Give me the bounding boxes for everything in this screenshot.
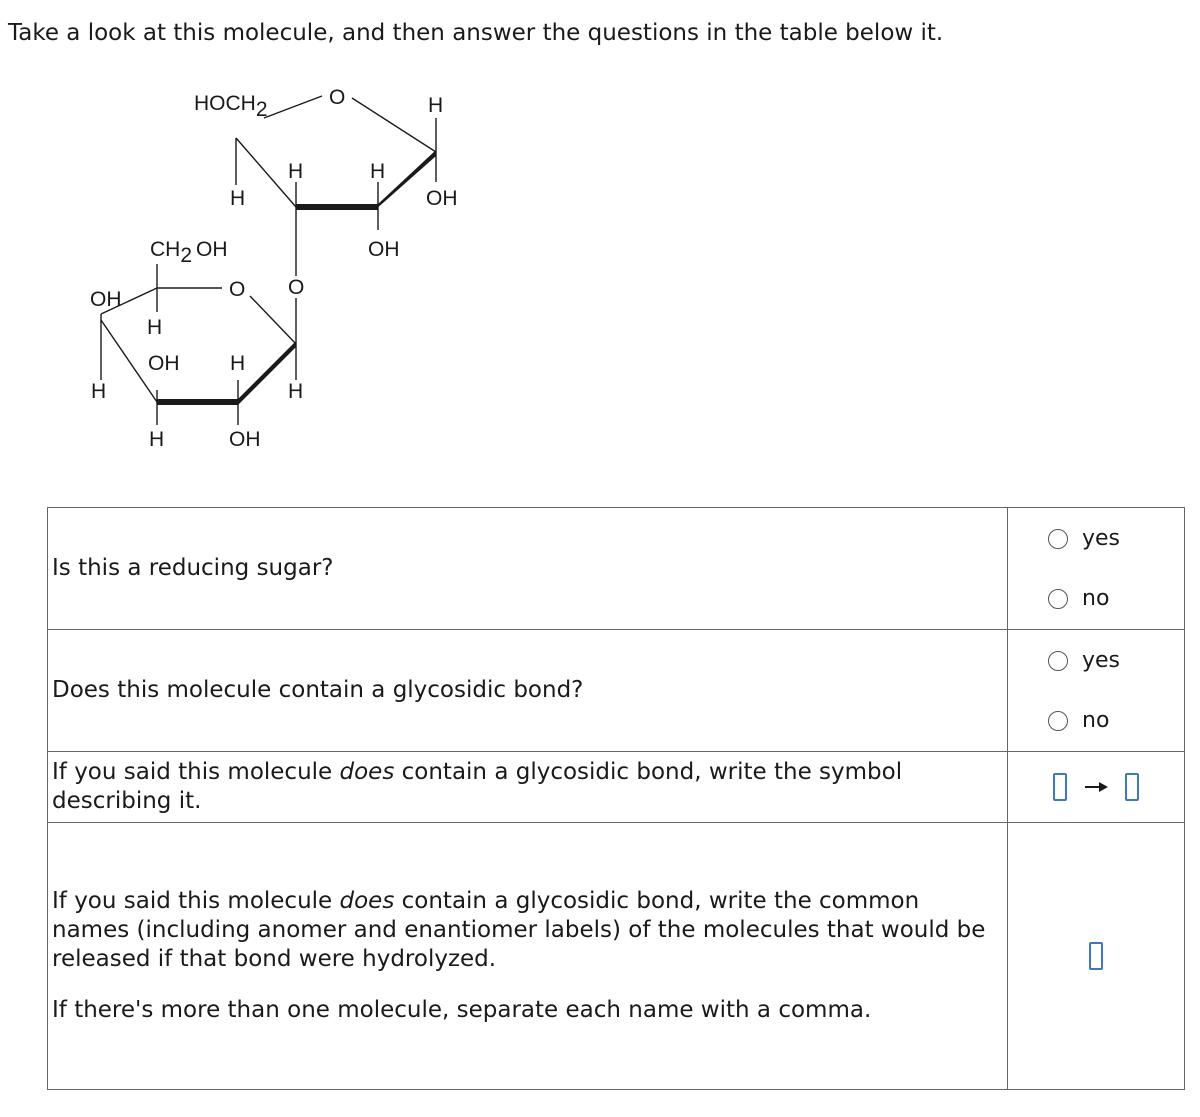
top-ring-oh-right: OH — [426, 187, 458, 210]
bottom-ring-h-right: H — [288, 380, 304, 403]
bond-end-input[interactable] — [1125, 773, 1139, 801]
radio-button[interactable] — [1048, 529, 1068, 549]
radio-option-no[interactable]: no — [1012, 691, 1180, 751]
bottom-ring-h-c3: H — [230, 352, 246, 375]
intro-text: Take a look at this molecule, and then answer the questions in the table below it. — [8, 20, 944, 46]
table-row — [48, 508, 1185, 630]
top-ring-oxygen: O — [329, 86, 346, 109]
radio-button[interactable] — [1048, 651, 1068, 671]
top-ring-h-left: H — [230, 187, 246, 210]
arrow-right-icon — [1083, 780, 1109, 794]
table-row — [48, 630, 1185, 752]
bottom-ring-oh-c3: OH — [229, 428, 261, 451]
answer-hydrolysis-products — [1008, 823, 1185, 1090]
bottom-ring-h-c5: H — [147, 316, 163, 339]
molecule-structure — [0, 60, 520, 460]
bottom-ring-oh-c4: OH — [148, 352, 180, 375]
radio-button[interactable] — [1048, 711, 1068, 731]
top-ring-h-c3: H — [288, 160, 304, 183]
questions-table — [47, 507, 1185, 1090]
table-row — [48, 823, 1185, 1090]
radio-option-no[interactable]: no — [1012, 569, 1180, 629]
question-bond-symbol: If you said this molecule does contain a glycosidic bond, write the symbol describing it. — [48, 752, 1008, 823]
bond-start-input[interactable] — [1053, 773, 1067, 801]
molecule-names-input[interactable] — [1089, 942, 1103, 970]
ch2oh-label: CH2 OH — [150, 238, 228, 267]
radio-option-yes[interactable]: yes — [1012, 509, 1180, 569]
top-ring-oh-c3: OH — [368, 238, 400, 261]
radio-button[interactable] — [1048, 589, 1068, 609]
bottom-ring-oh-c5: OH — [90, 288, 122, 311]
top-ring-h-c2: H — [370, 160, 386, 183]
question-hydrolysis-products: If you said this molecule does contain a glycosidic bond, write the common names (including anomer and enantiomer labels) of the molecules that would be released if that bond were hydrolyzed. If there's more than one molecule, separate each name with a comma. — [48, 823, 1008, 1090]
table-row — [48, 752, 1185, 823]
answer-bond-symbol — [1008, 752, 1185, 823]
question-glycosidic-bond: Does this molecule contain a glycosidic bond? — [48, 630, 1008, 752]
top-ring-h-right: H — [428, 94, 444, 117]
question-reducing-sugar: Is this a reducing sugar? — [48, 508, 1008, 630]
answer-glycosidic-bond — [1008, 630, 1185, 752]
bottom-ring-h-left: H — [91, 380, 107, 403]
answer-reducing-sugar — [1008, 508, 1185, 630]
bottom-ring-h-c4: H — [149, 428, 165, 451]
glycosidic-oxygen: O — [288, 276, 305, 299]
radio-option-yes[interactable]: yes — [1012, 631, 1180, 691]
hoch2-label: HOCH2 — [194, 92, 268, 121]
bottom-ring-oxygen: O — [229, 278, 246, 301]
